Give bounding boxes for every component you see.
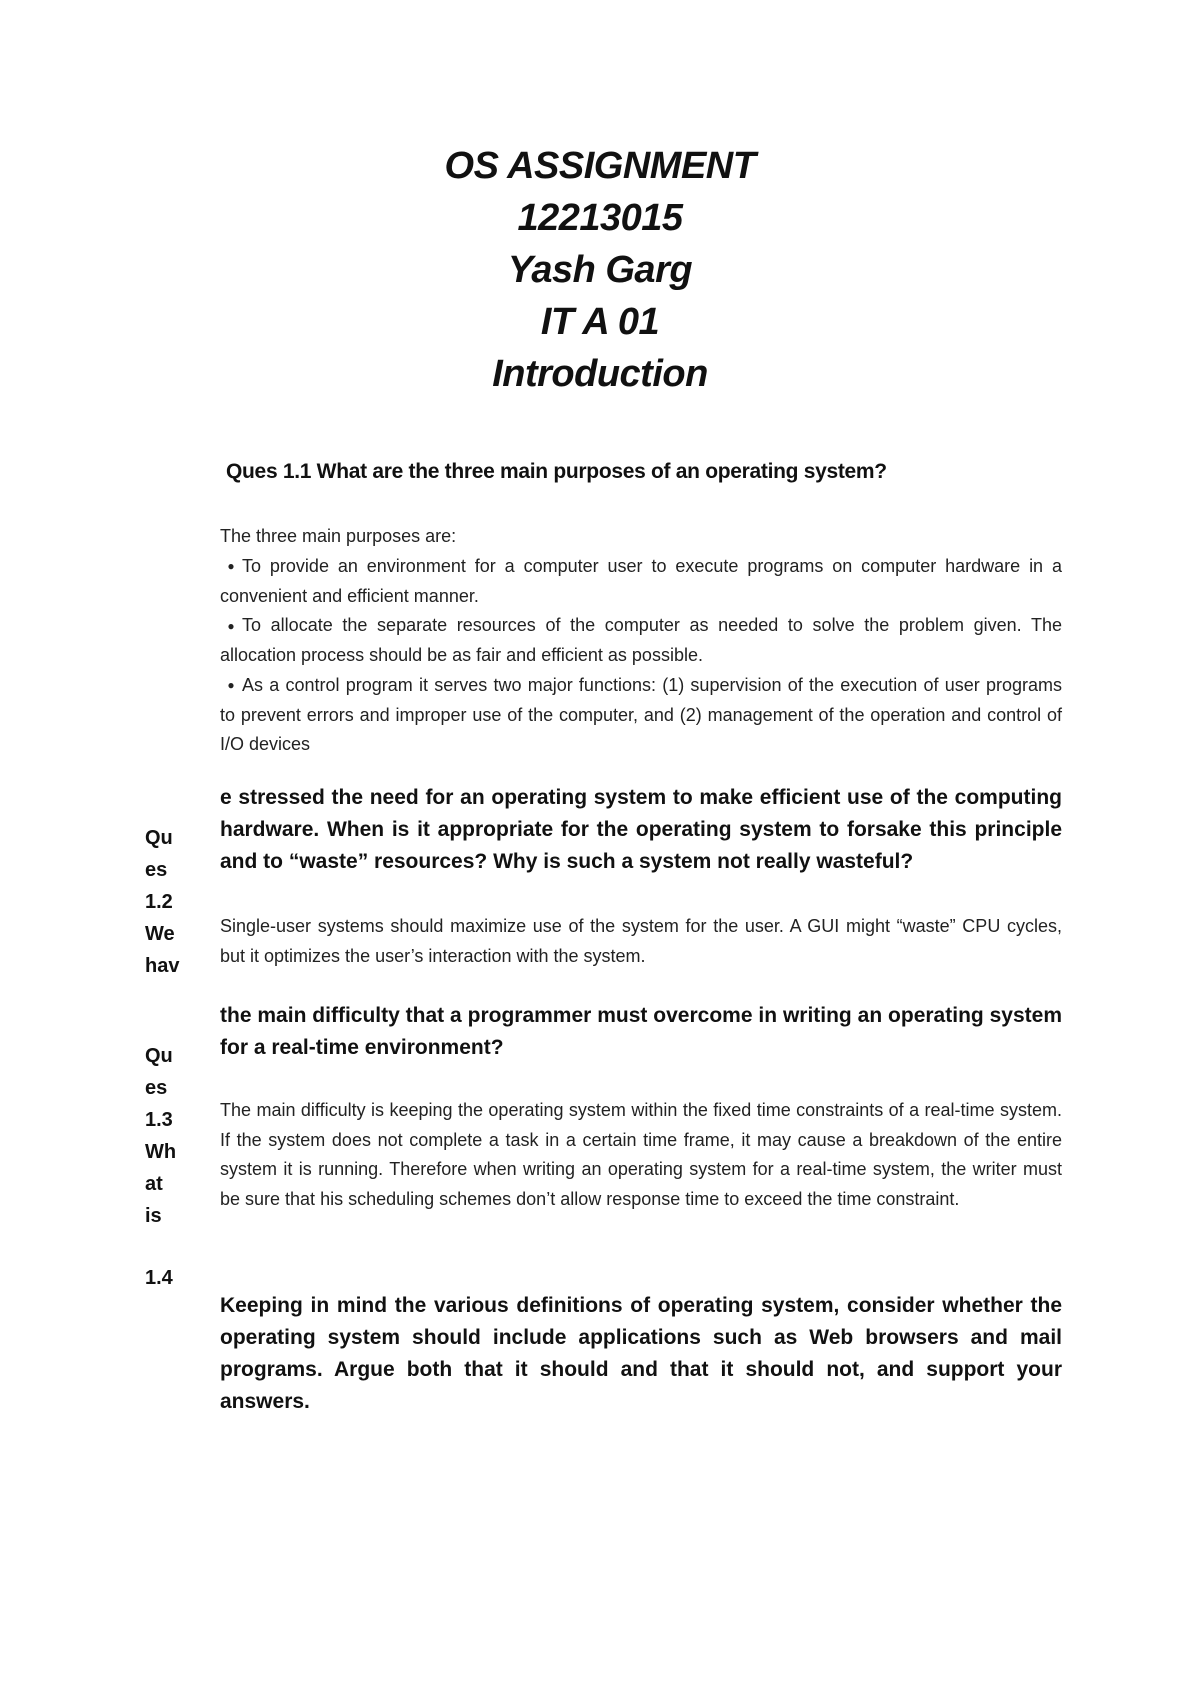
question-1-2-answer: Single-user systems should maximize use of the system for the user. A GUI might “waste” CPU cycles, but it optimizes the user’s interaction with the system. <box>220 916 1062 966</box>
student-name: Yash Garg <box>507 249 693 291</box>
question-1-1-heading: Ques 1.1 What are the three main purposes of an operating system? <box>226 460 887 483</box>
question-1-3-text: the main difficulty that a programmer must overcome in writing an operating system for a real-time environment? <box>220 1004 1062 1059</box>
title-block <box>0 140 1200 400</box>
bullet-item <box>220 671 1062 760</box>
bullet-text: To provide an environment for a computer user to execute programs on computer hardware in a convenient and efficient manner. <box>220 555 1062 606</box>
question-1-1-answer <box>220 522 1062 760</box>
question-1-3-label: Qu es 1.3 Wh at is <box>145 1045 177 1227</box>
question-1-2-text: e stressed the need for an operating system to make efficient use of the computing hardware. When is it appropriate for the operating system to forsake this principle and to “waste” resources? Why is such a system not really wasteful? <box>220 786 1062 873</box>
bullet-item <box>220 552 1062 612</box>
question-1-4-label: 1.4 <box>145 1267 173 1289</box>
bullet-text: To allocate the separate resources of the computer as needed to solve the problem given. The allocation process should be as fair and efficient as possible. <box>220 615 1062 665</box>
bullet-icon: ● <box>227 559 235 573</box>
class-section: IT A 01 <box>540 301 660 343</box>
bullet-text: As a control program it serves two major functions: (1) supervision of the execution of user programs to prevent errors and improper use of the computer, and (2) management of the operation and control of I/O devices <box>220 674 1062 754</box>
question-1-3-answer: The main difficulty is keeping the operating system within the fixed time constraints of a real-time system. If the system does not complete a task in a certain time frame, it may cause a breakdown of the entire system it is running. Therefore when writing an operating system for a real-time system, the writer must be sure that his scheduling schemes don’t allow response time to exceed the time constraint. <box>220 1100 1062 1209</box>
bullet-item <box>220 611 1062 671</box>
bullet-icon: ● <box>227 678 235 692</box>
question-1-2-label: Qu es 1.2 We hav <box>145 827 180 977</box>
chapter-title: Introduction <box>492 353 708 395</box>
answer-intro: The three main purposes are: <box>220 526 457 546</box>
bullet-icon: ● <box>227 618 235 633</box>
question-1-4-text: Keeping in mind the various definitions of operating system, consider whether the operating system should include applications such as Web browsers and mail programs. Argue both that it should and that it should not, and support your answers. <box>220 1294 1062 1413</box>
student-id: 12213015 <box>517 197 683 239</box>
assignment-title: OS ASSIGNMENT <box>444 145 756 187</box>
